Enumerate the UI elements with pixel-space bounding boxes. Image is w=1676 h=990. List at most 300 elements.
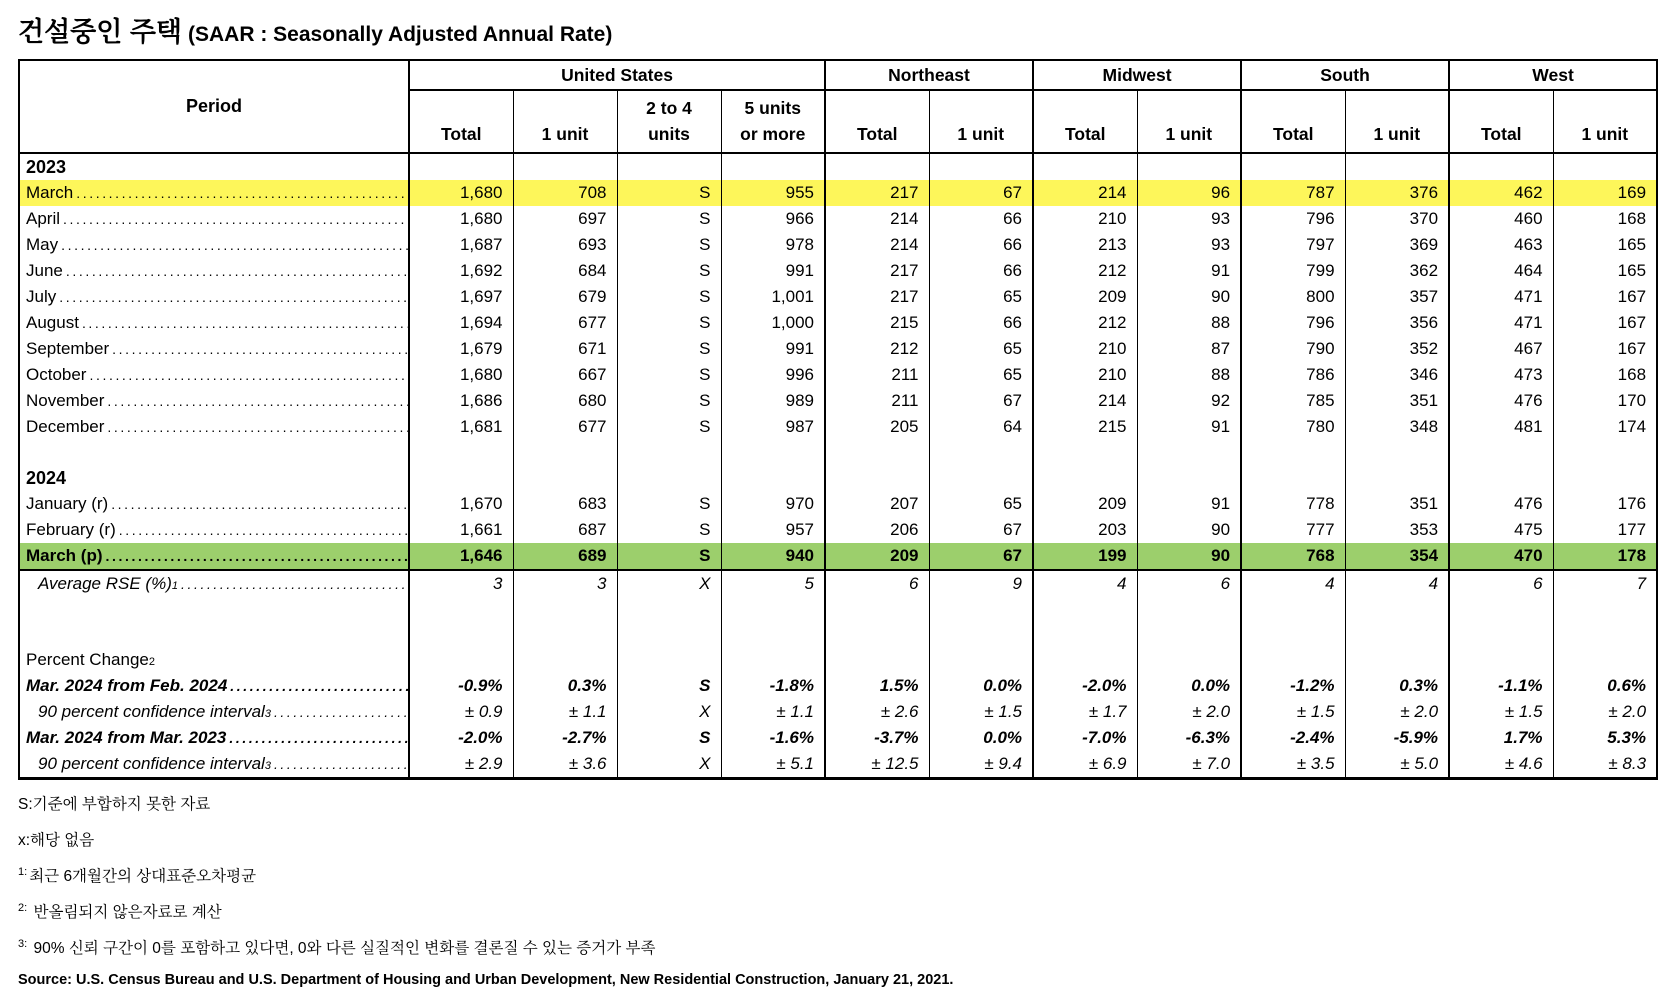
period-label: 90 percent confidence interval xyxy=(38,754,265,773)
period-label-wrap xyxy=(26,468,408,489)
value-cell xyxy=(1553,153,1657,180)
value-cell: 687 xyxy=(513,517,617,543)
period-label: November xyxy=(26,391,105,410)
value-cell: 67 xyxy=(929,388,1033,414)
value-cell: 212 xyxy=(1033,258,1137,284)
value-cell xyxy=(617,597,721,622)
value-cell: 199 xyxy=(1033,543,1137,570)
value-cell xyxy=(1449,597,1553,622)
value-cell: 211 xyxy=(825,388,929,414)
value-cell: ± 12.5 xyxy=(825,751,929,779)
value-cell xyxy=(825,440,929,465)
value-cell: 209 xyxy=(1033,491,1137,517)
value-cell: 708 xyxy=(513,180,617,206)
value-cell: 369 xyxy=(1345,232,1449,258)
value-cell xyxy=(409,440,513,465)
period-cell xyxy=(19,284,409,310)
value-cell: 0.6% xyxy=(1553,673,1657,699)
value-cell xyxy=(617,440,721,465)
value-cell: 205 xyxy=(825,414,929,440)
column-header: Total xyxy=(1033,90,1137,153)
value-cell: S xyxy=(617,414,721,440)
value-cell: 1,001 xyxy=(721,284,825,310)
value-cell: 169 xyxy=(1553,180,1657,206)
value-cell xyxy=(929,647,1033,673)
value-cell: 65 xyxy=(929,284,1033,310)
value-cell: -7.0% xyxy=(1033,725,1137,751)
period-cell xyxy=(19,543,409,570)
value-cell: 3 xyxy=(513,570,617,597)
value-cell: -1.6% xyxy=(721,725,825,751)
period-label: April xyxy=(26,209,61,228)
value-cell: 67 xyxy=(929,180,1033,206)
value-cell xyxy=(929,153,1033,180)
value-cell: 167 xyxy=(1553,284,1657,310)
value-cell: 677 xyxy=(513,310,617,336)
value-cell: 786 xyxy=(1241,362,1345,388)
value-cell: 777 xyxy=(1241,517,1345,543)
period-label-wrap xyxy=(26,261,408,281)
value-cell: S xyxy=(617,310,721,336)
table-row xyxy=(19,388,1657,414)
value-cell: 473 xyxy=(1449,362,1553,388)
value-cell xyxy=(1137,465,1241,491)
footnotes xyxy=(18,792,1658,958)
footnote: $^{1:}$ 최근 6개월간의 상대표준오차평균 xyxy=(18,865,257,885)
value-cell: 1,680 xyxy=(409,362,513,388)
table-row xyxy=(19,570,1657,597)
value-cell: 90 xyxy=(1137,543,1241,570)
value-cell: -1.1% xyxy=(1449,673,1553,699)
value-cell: -2.4% xyxy=(1241,725,1345,751)
period-cell xyxy=(19,232,409,258)
value-cell: 1,679 xyxy=(409,336,513,362)
value-cell: 212 xyxy=(825,336,929,362)
value-cell: ± 2.0 xyxy=(1137,699,1241,725)
value-cell xyxy=(721,622,825,647)
value-cell: 476 xyxy=(1449,388,1553,414)
value-cell xyxy=(409,597,513,622)
value-cell: 92 xyxy=(1137,388,1241,414)
value-cell: ± 3.5 xyxy=(1241,751,1345,779)
column-header: 2 to 4 units xyxy=(617,90,721,153)
period-label-wrap xyxy=(26,339,408,359)
period-label: February (r) xyxy=(26,520,116,539)
value-cell xyxy=(409,622,513,647)
value-cell: 91 xyxy=(1137,258,1241,284)
value-cell: 356 xyxy=(1345,310,1449,336)
value-cell: -1.2% xyxy=(1241,673,1345,699)
period-label: Average RSE (%) xyxy=(38,574,172,593)
value-cell: 471 xyxy=(1449,284,1553,310)
value-cell: S xyxy=(617,258,721,284)
value-cell: 467 xyxy=(1449,336,1553,362)
period-cell xyxy=(19,751,409,779)
value-cell: 9 xyxy=(929,570,1033,597)
dot-leader xyxy=(56,289,408,305)
value-cell: 462 xyxy=(1449,180,1553,206)
value-cell xyxy=(1241,647,1345,673)
value-cell xyxy=(929,597,1033,622)
dot-leader xyxy=(60,211,408,227)
value-cell: 1,694 xyxy=(409,310,513,336)
value-cell: 90 xyxy=(1137,284,1241,310)
value-cell xyxy=(1345,465,1449,491)
value-cell: 768 xyxy=(1241,543,1345,570)
value-cell xyxy=(1033,440,1137,465)
value-cell: 1.5% xyxy=(825,673,929,699)
period-cell xyxy=(19,206,409,232)
page-title xyxy=(18,10,1658,49)
table-row xyxy=(19,258,1657,284)
value-cell xyxy=(929,440,1033,465)
value-cell xyxy=(513,597,617,622)
year-row xyxy=(19,153,1657,180)
value-cell xyxy=(1241,622,1345,647)
value-cell: 689 xyxy=(513,543,617,570)
value-cell: 96 xyxy=(1137,180,1241,206)
dot-leader xyxy=(104,393,408,409)
value-cell: 940 xyxy=(721,543,825,570)
value-cell: 978 xyxy=(721,232,825,258)
period-label-wrap xyxy=(26,287,408,307)
value-cell: 0.0% xyxy=(929,673,1033,699)
period-label-wrap xyxy=(26,313,408,333)
value-cell: S xyxy=(617,336,721,362)
value-cell: 991 xyxy=(721,336,825,362)
column-header: Total xyxy=(825,90,929,153)
value-cell: ± 8.3 xyxy=(1553,751,1657,779)
header-row-groups xyxy=(19,60,1657,90)
value-cell: 207 xyxy=(825,491,929,517)
value-cell: 778 xyxy=(1241,491,1345,517)
value-cell: 3 xyxy=(409,570,513,597)
value-cell xyxy=(721,647,825,673)
dot-leader xyxy=(227,678,408,694)
value-cell: 357 xyxy=(1345,284,1449,310)
period-label: December xyxy=(26,417,105,436)
value-cell: 170 xyxy=(1553,388,1657,414)
value-cell: 697 xyxy=(513,206,617,232)
footnote: $^{2:}$ 반올림되지 않은자료로 계산 xyxy=(18,901,222,921)
value-cell xyxy=(1553,647,1657,673)
value-cell: S xyxy=(617,517,721,543)
spacer-row xyxy=(19,622,1657,647)
table-row xyxy=(19,751,1657,779)
footnote: x:해당 없음 xyxy=(18,832,95,849)
column-header: Total xyxy=(409,90,513,153)
value-cell: 90 xyxy=(1137,517,1241,543)
value-cell: 362 xyxy=(1345,258,1449,284)
value-cell: 966 xyxy=(721,206,825,232)
superscript: 1 xyxy=(171,580,178,592)
value-cell: X xyxy=(617,699,721,725)
period-label-wrap xyxy=(26,494,408,514)
value-cell: 796 xyxy=(1241,206,1345,232)
value-cell xyxy=(513,622,617,647)
value-cell xyxy=(513,153,617,180)
value-cell: 210 xyxy=(1033,206,1137,232)
value-cell: 64 xyxy=(929,414,1033,440)
value-cell: 66 xyxy=(929,310,1033,336)
dot-leader xyxy=(58,237,408,253)
value-cell xyxy=(825,465,929,491)
value-cell xyxy=(721,440,825,465)
value-cell: S xyxy=(617,491,721,517)
value-cell: 65 xyxy=(929,362,1033,388)
value-cell: 957 xyxy=(721,517,825,543)
footnote-marker: 3: xyxy=(18,937,28,950)
value-cell: S xyxy=(617,232,721,258)
value-cell: 370 xyxy=(1345,206,1449,232)
period-label: July xyxy=(26,287,57,306)
value-cell: 475 xyxy=(1449,517,1553,543)
value-cell: S xyxy=(617,362,721,388)
column-header: 1 unit xyxy=(1137,90,1241,153)
period-label-wrap xyxy=(26,676,408,696)
value-cell xyxy=(1137,597,1241,622)
value-cell xyxy=(1033,153,1137,180)
value-cell: ± 0.9 xyxy=(409,699,513,725)
dot-leader xyxy=(116,522,408,538)
value-cell: -1.8% xyxy=(721,673,825,699)
value-cell xyxy=(1345,440,1449,465)
value-cell: 464 xyxy=(1449,258,1553,284)
value-cell: 996 xyxy=(721,362,825,388)
value-cell: 167 xyxy=(1553,310,1657,336)
value-cell: ± 1.1 xyxy=(513,699,617,725)
value-cell: 213 xyxy=(1033,232,1137,258)
period-label-wrap xyxy=(26,728,408,748)
value-cell xyxy=(513,647,617,673)
value-cell xyxy=(513,465,617,491)
period-label: September xyxy=(26,339,110,358)
period-cell xyxy=(19,597,409,622)
value-cell xyxy=(1241,153,1345,180)
group-header: West xyxy=(1449,60,1657,90)
dot-leader xyxy=(109,341,408,357)
period-header: Period xyxy=(19,60,409,153)
value-cell: 91 xyxy=(1137,414,1241,440)
period-label: August xyxy=(26,313,79,332)
value-cell: 214 xyxy=(825,206,929,232)
value-cell: 165 xyxy=(1553,232,1657,258)
table-row xyxy=(19,232,1657,258)
table-row xyxy=(19,491,1657,517)
table-row xyxy=(19,206,1657,232)
value-cell xyxy=(1033,622,1137,647)
value-cell: 351 xyxy=(1345,388,1449,414)
period-cell xyxy=(19,725,409,751)
period-label-wrap xyxy=(26,365,408,385)
column-header: 1 unit xyxy=(1553,90,1657,153)
value-cell: 683 xyxy=(513,491,617,517)
value-cell: 167 xyxy=(1553,336,1657,362)
footnote-marker: 2: xyxy=(18,901,28,914)
value-cell xyxy=(1449,622,1553,647)
period-label-wrap xyxy=(26,546,408,566)
value-cell: 680 xyxy=(513,388,617,414)
value-cell: 1,000 xyxy=(721,310,825,336)
value-cell xyxy=(1241,597,1345,622)
value-cell xyxy=(825,622,929,647)
value-cell: 93 xyxy=(1137,206,1241,232)
value-cell: 970 xyxy=(721,491,825,517)
value-cell xyxy=(721,153,825,180)
value-cell: 88 xyxy=(1137,310,1241,336)
value-cell: -2.0% xyxy=(409,725,513,751)
spacer-row xyxy=(19,440,1657,465)
value-cell: X xyxy=(617,570,721,597)
value-cell: ± 1.5 xyxy=(929,699,1033,725)
value-cell: S xyxy=(617,206,721,232)
value-cell xyxy=(1553,597,1657,622)
value-cell: -5.9% xyxy=(1345,725,1449,751)
table-row xyxy=(19,647,1657,673)
period-label: March (p) xyxy=(26,546,103,565)
value-cell xyxy=(1137,153,1241,180)
value-cell: 1,697 xyxy=(409,284,513,310)
value-cell: 955 xyxy=(721,180,825,206)
value-cell: ± 4.6 xyxy=(1449,751,1553,779)
value-cell: 214 xyxy=(1033,180,1137,206)
table-row xyxy=(19,543,1657,570)
value-cell: 463 xyxy=(1449,232,1553,258)
value-cell: -6.3% xyxy=(1137,725,1241,751)
value-cell: 66 xyxy=(929,258,1033,284)
period-label: March xyxy=(26,183,74,202)
value-cell xyxy=(409,647,513,673)
value-cell xyxy=(721,465,825,491)
value-cell: 1,681 xyxy=(409,414,513,440)
value-cell xyxy=(409,465,513,491)
value-cell: ± 5.1 xyxy=(721,751,825,779)
value-cell: 796 xyxy=(1241,310,1345,336)
value-cell xyxy=(929,465,1033,491)
table-row xyxy=(19,517,1657,543)
dot-leader xyxy=(86,367,408,383)
value-cell: 165 xyxy=(1553,258,1657,284)
value-cell xyxy=(825,153,929,180)
period-label-wrap xyxy=(26,417,408,437)
value-cell: -2.7% xyxy=(513,725,617,751)
value-cell: S xyxy=(617,673,721,699)
period-label: October xyxy=(26,365,87,384)
value-cell: ± 2.6 xyxy=(825,699,929,725)
value-cell: 217 xyxy=(825,258,929,284)
value-cell xyxy=(1449,153,1553,180)
value-cell xyxy=(617,622,721,647)
table-row xyxy=(19,725,1657,751)
value-cell: 4 xyxy=(1241,570,1345,597)
value-cell: ± 1.7 xyxy=(1033,699,1137,725)
value-cell: 989 xyxy=(721,388,825,414)
value-cell xyxy=(1137,440,1241,465)
value-cell: S xyxy=(617,725,721,751)
period-cell xyxy=(19,491,409,517)
value-cell: 991 xyxy=(721,258,825,284)
period-label: 2023 xyxy=(26,156,67,177)
table-row xyxy=(19,362,1657,388)
value-cell xyxy=(1345,597,1449,622)
period-cell xyxy=(19,699,409,725)
period-label-wrap xyxy=(26,650,408,670)
value-cell: 481 xyxy=(1449,414,1553,440)
value-cell: 1,687 xyxy=(409,232,513,258)
period-cell xyxy=(19,622,409,647)
value-cell xyxy=(1449,647,1553,673)
group-header: South xyxy=(1241,60,1449,90)
period-cell xyxy=(19,517,409,543)
period-cell xyxy=(19,180,409,206)
value-cell: 6 xyxy=(1137,570,1241,597)
period-cell xyxy=(19,336,409,362)
value-cell xyxy=(1553,622,1657,647)
period-cell xyxy=(19,673,409,699)
dot-leader xyxy=(104,419,408,435)
value-cell: 206 xyxy=(825,517,929,543)
period-label: Mar. 2024 from Feb. 2024 xyxy=(26,676,228,695)
period-cell xyxy=(19,414,409,440)
value-cell xyxy=(1241,465,1345,491)
value-cell: 470 xyxy=(1449,543,1553,570)
value-cell: 667 xyxy=(513,362,617,388)
value-cell: 0.0% xyxy=(929,725,1033,751)
period-cell xyxy=(19,440,409,465)
value-cell xyxy=(617,153,721,180)
value-cell: 203 xyxy=(1033,517,1137,543)
value-cell: -2.0% xyxy=(1033,673,1137,699)
value-cell: 1,686 xyxy=(409,388,513,414)
value-cell: ± 1.1 xyxy=(721,699,825,725)
table-row xyxy=(19,180,1657,206)
value-cell: 0.0% xyxy=(1137,673,1241,699)
value-cell: 210 xyxy=(1033,362,1137,388)
dot-leader xyxy=(63,263,408,279)
value-cell: 0.3% xyxy=(1345,673,1449,699)
value-cell: 209 xyxy=(1033,284,1137,310)
value-cell xyxy=(1241,440,1345,465)
table-row xyxy=(19,673,1657,699)
value-cell: ± 2.0 xyxy=(1553,699,1657,725)
value-cell: 376 xyxy=(1345,180,1449,206)
value-cell xyxy=(1137,622,1241,647)
title-korean: 건설중인 주택 xyxy=(18,17,182,47)
value-cell: 476 xyxy=(1449,491,1553,517)
table-row xyxy=(19,699,1657,725)
value-cell: 0.3% xyxy=(513,673,617,699)
dot-leader xyxy=(103,548,409,564)
value-cell: 797 xyxy=(1241,232,1345,258)
value-cell: 211 xyxy=(825,362,929,388)
value-cell: 671 xyxy=(513,336,617,362)
value-cell xyxy=(1553,465,1657,491)
value-cell: ± 2.9 xyxy=(409,751,513,779)
period-cell xyxy=(19,258,409,284)
value-cell: 780 xyxy=(1241,414,1345,440)
column-header: Total xyxy=(1449,90,1553,153)
value-cell: ± 6.9 xyxy=(1033,751,1137,779)
value-cell: 785 xyxy=(1241,388,1345,414)
value-cell: 168 xyxy=(1553,362,1657,388)
value-cell xyxy=(1137,647,1241,673)
period-label: May xyxy=(26,235,59,254)
period-cell xyxy=(19,310,409,336)
period-label: Percent Change xyxy=(26,650,149,669)
value-cell xyxy=(825,647,929,673)
value-cell: 460 xyxy=(1449,206,1553,232)
value-cell: S xyxy=(617,543,721,570)
